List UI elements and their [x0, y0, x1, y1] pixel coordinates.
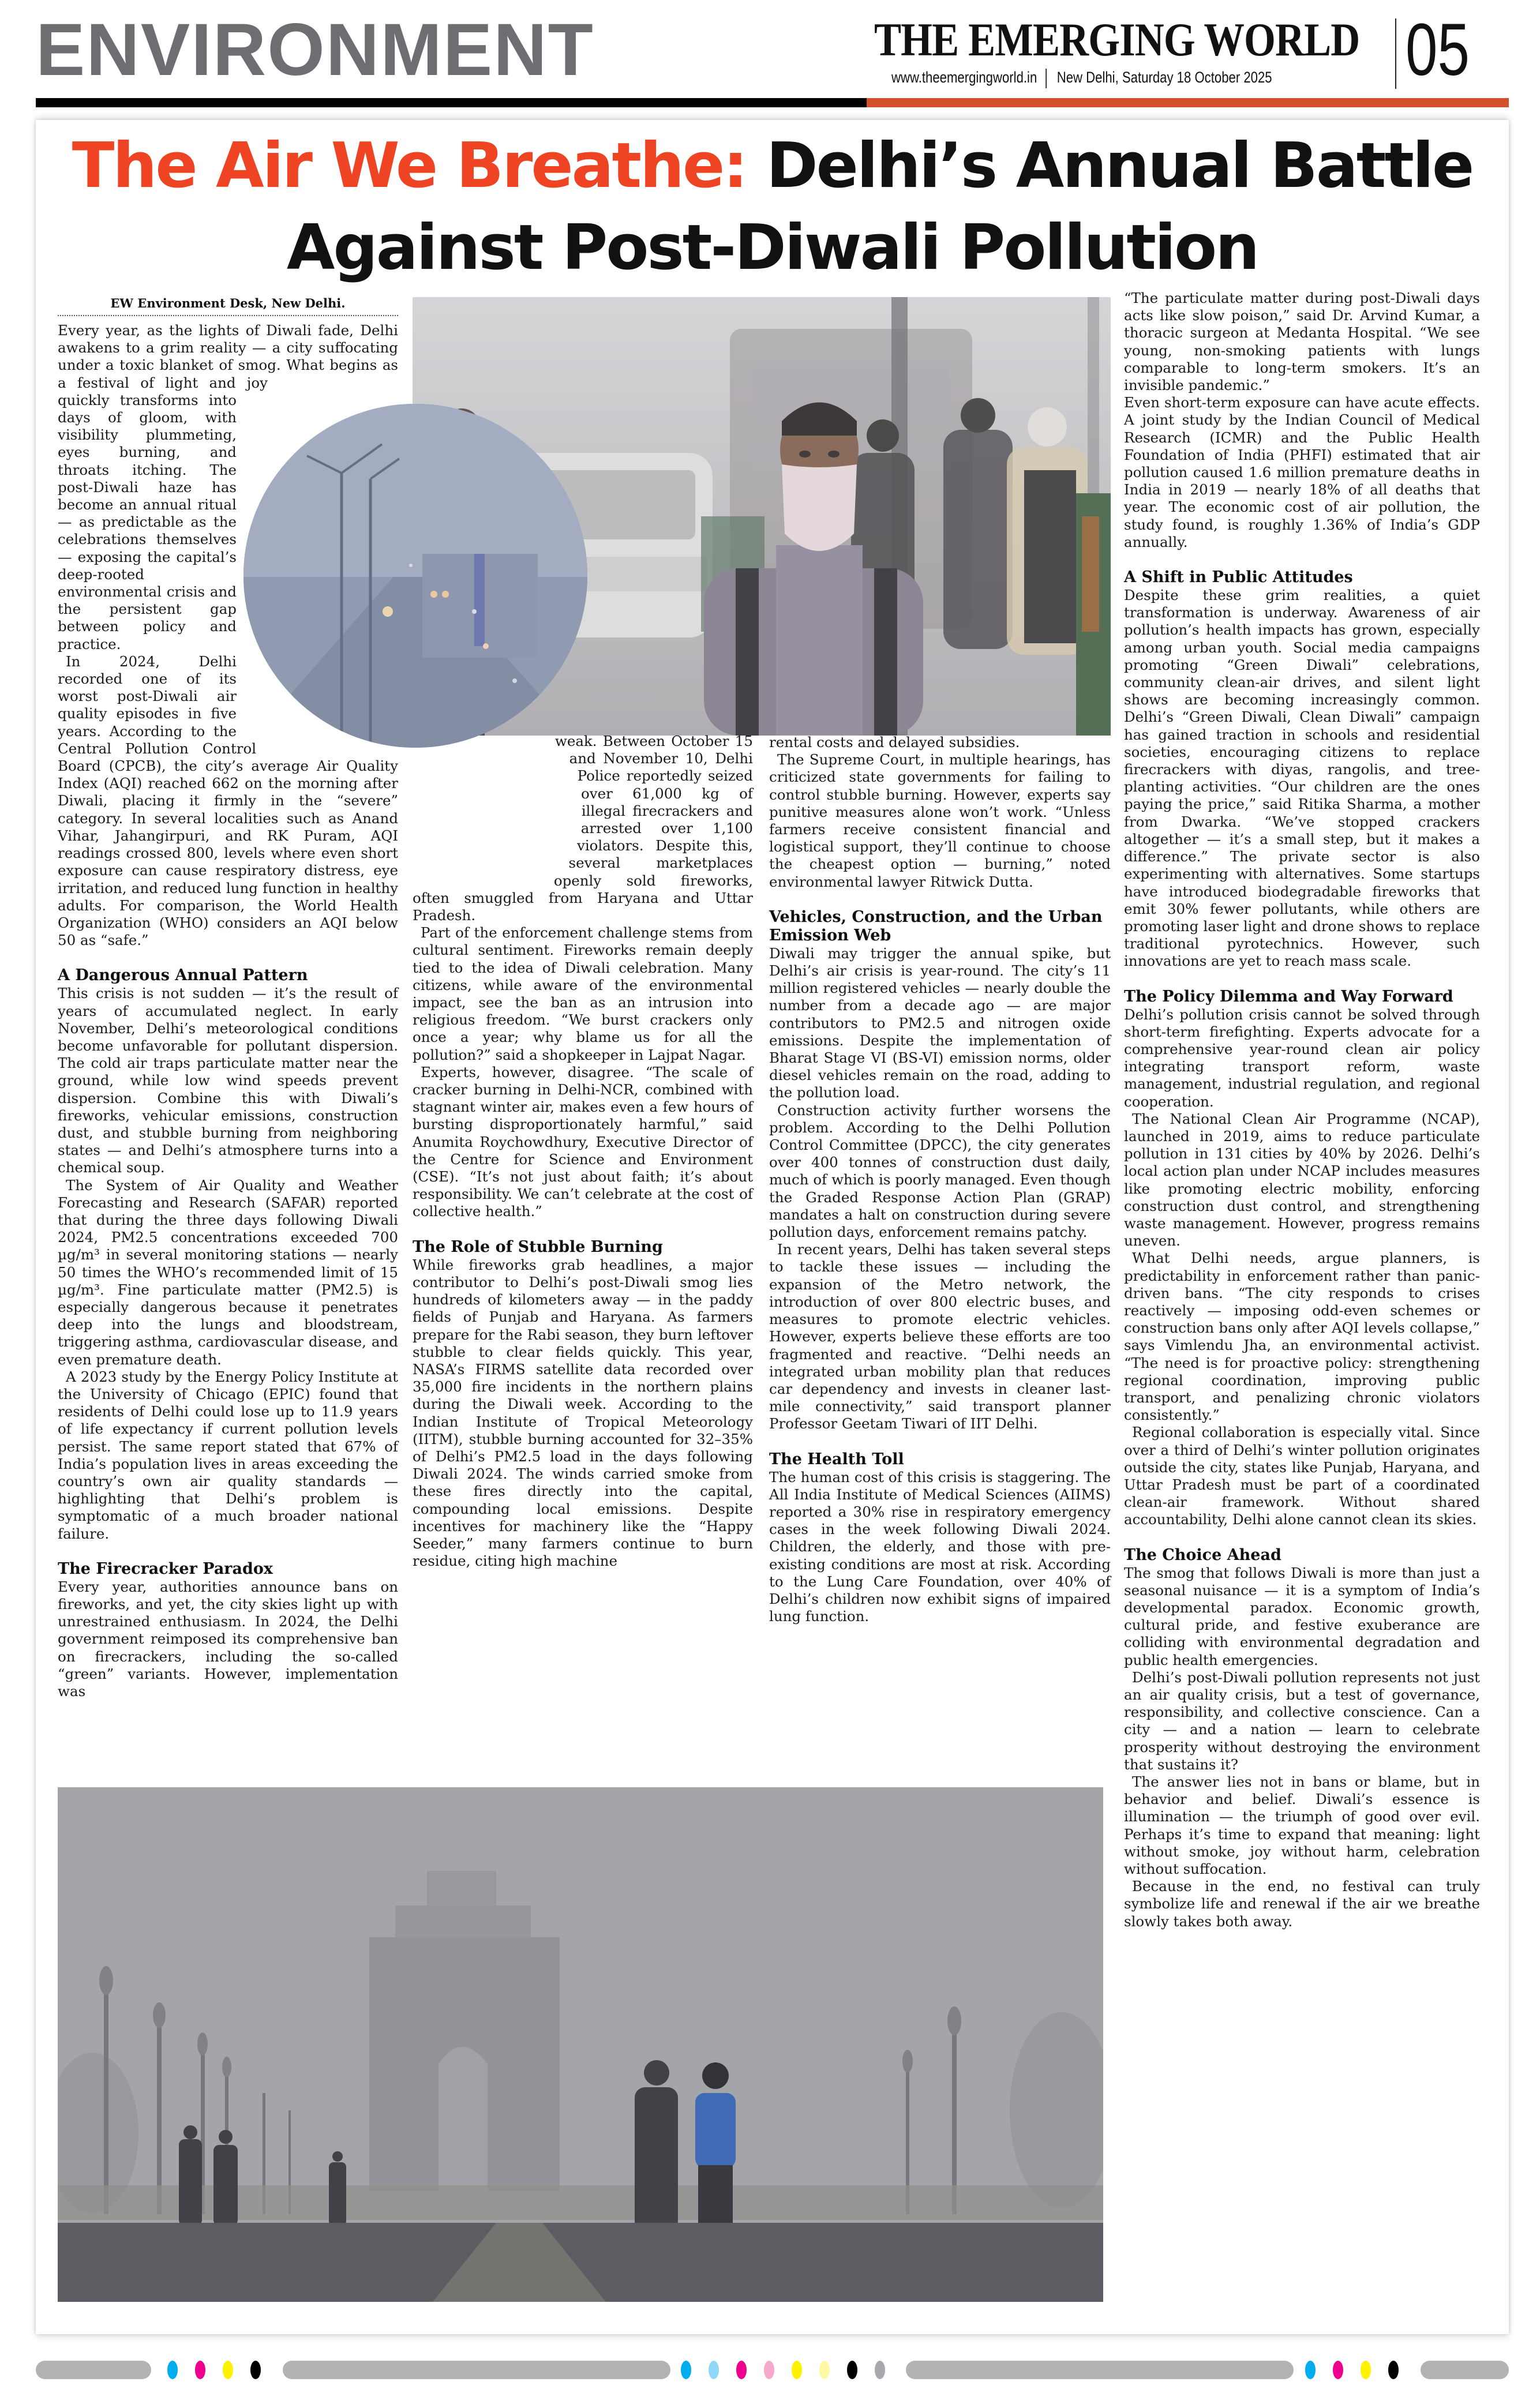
registration-black-dot — [847, 2361, 857, 2379]
paragraph: “The particulate matter during post-Diwali days acts like slow poison,” said Dr. Arvind Kumar, a thoracic surgeon at Medanta Hospital. “We see young, non-smoking patients with lungs comparable to long-term smokers. It’s an invisible pandemic.” — [1124, 290, 1480, 394]
paragraph: Because in the end, no festival can truly symbolize life and renewal if the air we breathe slowly takes both away. — [1124, 1878, 1480, 1930]
registration-gray-segment — [906, 2361, 1294, 2379]
paragraph: The National Clean Air Programme (NCAP), launched in 2019, aims to reduce particulate pollution in 131 cities by 40% by 2026. Delhi’s local action plan under NCAP includes measures like promoting electric mobility, enforcing construction dust control, and strengthening waste management. However, progress remains uneven. — [1124, 1110, 1480, 1250]
paragraph: Delhi’s pollution crisis cannot be solved through short-term firefighting. Experts advocate for a comprehensive year-round clean air policy integrating transport reform, waste management, industrial regulation, and regional cooperation. — [1124, 1006, 1480, 1110]
circle-photo-wrap-spacer — [239, 542, 586, 888]
paragraph: The smog that follows Diwali is more than just a seasonal nuisance — it is a symptom of India’s developmental paradox. Economic growth, cultural pride, and festive exuberance are colliding with environmental degradation and public health emergencies. — [1124, 1564, 1480, 1668]
article-column-2 — [413, 733, 753, 1570]
registration-black-dot — [1388, 2361, 1399, 2379]
registration-cyan-dot — [167, 2361, 178, 2379]
section-heading: The Health Toll — [769, 1450, 904, 1468]
paragraph: Delhi’s post-Diwali pollution represents not just an air quality crisis, but a test of governance, responsibility, and collective conscience. Can a city — and a nation — learn to celebrate prosperity without destroying the environment that sustains it? — [1124, 1668, 1480, 1773]
paragraph: Every year, as the lights of Diwali fade, Delhi awakens to a grim reality — a city suffocating under a toxic blanket of smog. What begins as a festival of light and joy quickly transforms into days of gloom, with visibility plummeting, eyes burning, and throats itching. The post-Diwali haze has become an annual ritual — as predictable as the celebrations themselves — exposing the capital’s deep-rooted environmental crisis and the persistent gap between policy and practice. — [58, 322, 398, 652]
registration-gray-segment — [283, 2361, 670, 2379]
registration-light-magenta-dot — [764, 2361, 774, 2379]
registration-gray-segment — [36, 2361, 151, 2379]
paragraph: In recent years, Delhi has taken several steps to tackle these issues — including the expansion of the Metro network, the introduction of over 800 electric buses, and measures to promote electric vehicles. However, experts believe these efforts are too fragmented and reactive. “Delhi needs an integrated urban mobility plan that reduces car dependency and invests in cleaner last-mile connectivity,” said transport planner Professor Geetam Tiwari of IIT Delhi. — [769, 1241, 1111, 1432]
page-number: 05 — [1406, 9, 1470, 91]
registration-magenta-dot — [736, 2361, 747, 2379]
website-link[interactable]: www.theemergingworld.in — [891, 69, 1037, 86]
section-heading: A Shift in Public Attitudes — [1124, 568, 1353, 587]
registration-yellow-dot — [223, 2361, 233, 2379]
paragraph: The System of Air Quality and Weather Forecasting and Research (SAFAR) reported that during the three days following Diwali 2024, PM2.5 concentrations exceeded 700 µg/m³ in several monitoring stations — nearly 50 times the WHO’s recommended limit of 15 µg/m³. Fine particulate matter (PM2.5) is especially dangerous because it penetrates deep into the lungs and bloodstream, triggering asthma, cardiovascular disease, and even premature death. — [58, 1176, 398, 1368]
section-heading: The Firecracker Paradox — [58, 1559, 273, 1578]
headline-accent: The Air We Breathe: — [72, 130, 747, 202]
paragraph: The Supreme Court, in multiple hearings, has criticized state governments for failing to control stubble burning. However, experts say punitive measures alone won’t work. “Unless farmers receive consistent financial and logistical support, they’ll continue to choose the cheapest option — burning,” noted environmental lawyer Ritwick Dutta. — [769, 751, 1111, 890]
registration-yellow-dot — [1361, 2361, 1371, 2379]
paragraph: Diwali may trigger the annual spike, but Delhi’s air crisis is year-round. The city’s 11 million registered vehicles — nearly double the number from a decade ago — are major contributors to PM2.5 and nitrogen oxide emissions. Despite the implementation of Bharat Stage VI (BS-VI) emission norms, older diesel vehicles remain on the road, adding to the pollution load. — [769, 944, 1111, 1101]
india-gate-smog-illustration — [58, 1787, 1103, 2302]
registration-cyan-dot — [681, 2361, 691, 2379]
paragraph: The answer lies not in bans or blame, but in behavior and belief. Diwali’s essence is illumination — the triumph of good over evil. Perhaps it’s time to expand that meaning: light without smoke, joy without harm, celebration without suffocation. — [1124, 1773, 1480, 1878]
article-column-3 — [769, 734, 1111, 1625]
paragraph: Even short-term exposure can have acute effects. A joint study by the Indian Council of Medical Research (ICMR) and the Public Health Foundation of India (PHFI) estimated that air pollution caused 1.6 million premature deaths in India in 2019 — nearly 18% of all deaths that year. The economic cost of air pollution, the study found, is roughly 1.36% of India’s GDP annually. — [1124, 394, 1480, 550]
paragraph: weak. Between October 15 and November 10, Delhi Police reportedly seized over 61,000 kg of illegal firecrackers and arrested over 1,100 violators. Despite this, several marketplaces openly sold fireworks, often smuggled from Haryana and Uttar Pradesh. — [413, 733, 753, 924]
registration-light-cyan-dot — [709, 2361, 719, 2379]
section-heading: A Dangerous Annual Pattern — [58, 966, 308, 985]
paragraph: Regional collaboration is especially vital. Since over a third of Delhi’s winter pollution originates outside the city, states like Punjab, Haryana, and Uttar Pradesh must be part of a coordinated clean-air framework. Without shared accountability, Delhi alone cannot clean its skies. — [1124, 1424, 1480, 1528]
headline-line-1 — [36, 132, 1509, 201]
paragraph: Experts, however, disagree. “The scale of cracker burning in Delhi-NCR, combined with stagnant winter air, makes even a few hours of bursting disproportionately harmful,” said Anumita Roychowdhury, Executive Director of the Centre for Science and Environment (CSE). “It’s not just about faith; it’s about responsibility. We can’t celebrate at the cost of collective health.” — [413, 1063, 753, 1220]
print-registration-bar — [36, 2361, 1509, 2379]
registration-magenta-dot — [1333, 2361, 1343, 2379]
dateline: New Delhi, Saturday 18 October 2025 — [1056, 69, 1272, 86]
headline-line-2: Against Post-Diwali Pollution — [286, 212, 1258, 284]
section-heading: The Choice Ahead — [1124, 1546, 1281, 1564]
paragraph: This crisis is not sudden — it’s the result of years of accumulated neglect. In early November, Delhi’s meteorological conditions become unfavorable for pollutant dispersion. The cold air traps particulate matter near the ground, while low wind speeds prevent dispersion. Combine this with Diwali’s fireworks, vehicular emissions, construction dust, and stubble burning from neighboring states — and Delhi’s atmosphere turns into a chemical soup. — [58, 985, 398, 1176]
registration-cyan-dot — [1305, 2361, 1316, 2379]
registration-magenta-dot — [195, 2361, 205, 2379]
paragraph: While fireworks grab headlines, a major contributor to Delhi’s post-Diwali smog lies hundreds of kilometers away — in the paddy fields of Punjab and Haryana. As farmers prepare for the Rabi season, they burn leftover stubble to clear fields quickly. This year, NASA’s FIRMS satellite data recorded over 35,000 fire incidents in the northern plains during the Diwali week. According to the Indian Institute of Tropical Meteorology (IITM), stubble burning accounted for 32–35% of Delhi’s PM2.5 load in the days following Diwali 2024. The winds carried smoke from these fires directly into the capital, compounding local emissions. Despite incentives for machinery like the “Happy Seeder,” many farmers continue to burn residue, citing high machine — [413, 1256, 753, 1570]
section-heading: Vehicles, Construction, and the Urban Emission Web — [769, 907, 1103, 944]
registration-gray-dot — [875, 2361, 885, 2379]
page-number-divider — [1395, 18, 1396, 89]
meta-divider — [1045, 69, 1047, 88]
header-rule-black — [36, 98, 867, 107]
registration-light-yellow-dot — [819, 2361, 830, 2379]
article-column-4 — [1124, 290, 1480, 1930]
paragraph: Every year, authorities announce bans on fireworks, and yet, the city skies light up with unrestrained enthusiasm. In 2024, the Delhi government reimposed its comprehensive ban on firecrackers, including the so-called “green” variants. However, implementation was — [58, 1578, 398, 1700]
paragraph: Construction activity further worsens the problem. According to the Delhi Pollution Control Committee (DPCC), the city generates over 400 tonnes of construction dust daily, much of which is poorly managed. Even though the Graded Response Action Plan (GRAP) mandates a halt on construction during severe pollution days, enforcement remains patchy. — [769, 1101, 1111, 1241]
section-heading: The Role of Stubble Burning — [413, 1237, 663, 1256]
registration-yellow-dot — [792, 2361, 802, 2379]
headline-main: Delhi’s Annual Battle — [766, 130, 1473, 202]
section-heading: The Policy Dilemma and Way Forward — [1124, 987, 1453, 1006]
paragraph: In 2024, Delhi recorded one of its worst post-Diwali air quality episodes in five years. According to the Central Pollution Control Board (CPCB), the city’s average Air Quality Index (AQI) reached 662 on the morning after Diwali, placing it firmly in the “severe” category. In several localities such as Anand Vihar, Jahangirpuri, and RK Puram, AQI readings crossed 800, levels where even short exposure can cause respiratory distress, eye irritation, and reduced lung function in healthy adults. For comparison, the World Health Organization (WHO) considers an AQI below 50 as “safe.” — [58, 652, 398, 949]
paragraph: The human cost of this crisis is staggering. The All India Institute of Medical Sciences (AIIMS) reported a 30% rise in respiratory emergency cases in the week following Diwali 2024. Children, the elderly, and those with pre-existing conditions are most at risk. According to the Lung Care Foundation, over 40% of Delhi’s children now exhibit signs of impaired lung function. — [769, 1468, 1111, 1625]
registration-gray-segment — [1421, 2361, 1509, 2379]
section-label: ENVIRONMENT — [36, 9, 594, 91]
paragraph: A 2023 study by the Energy Policy Institute at the University of Chicago (EPIC) found that residents of Delhi could lose up to 11.9 years of life expectancy if current pollution levels persist. The same report stated that 67% of India’s population lives in areas exceeding the country’s own air quality standards — highlighting that Delhi’s problem is symptomatic of a much broader national failure. — [58, 1368, 398, 1542]
header-rule-orange — [867, 98, 1509, 107]
bottom-photo — [58, 1787, 1103, 2302]
byline-divider — [58, 315, 398, 316]
paragraph: Despite these grim realities, a quiet transformation is underway. Awareness of air pollution’s health impacts has grown, especially among urban youth. Social media campaigns promoting “Green Diwali” celebrations, community clean-air drives, and silent light shows are becoming increasingly common. Delhi’s “Green Diwali, Clean Diwali” campaign has gained traction in schools and residential societies, encouraging citizens to replace firecrackers with diyas, rangolis, and tree-planting activities. “Our children are the ones paying the price,” said Ritika Sharma, a mother from Dwarka. “We’ve stopped crackers altogether — it’s a small step, but it makes a difference.” The private sector is also experimenting with alternatives. Some startups have introduced biodegradable fireworks that emit 30% fewer pollutants, while others are promoting laser light and drone shows to replace traditional pyrotechnics. However, such innovations are yet to reach mass scale. — [1124, 587, 1480, 970]
masthead-title: THE EMERGING WORLD — [874, 13, 1360, 66]
paragraph: rental costs and delayed subsidies. — [769, 734, 1020, 751]
paragraph: Part of the enforcement challenge stems from cultural sentiment. Fireworks remain deeply tied to the idea of Diwali celebration. Many citizens, while aware of the environmental impact, see the ban as an intrusion into religious freedom. “We burst crackers only once a year; why blame us for all the pollution?” said a shopkeeper in Lajpat Nagar. — [413, 924, 753, 1063]
paragraph: What Delhi needs, argue planners, is predictability in enforcement rather than panic-driven bans. “The city responds to crises reactively — imposing odd-even schemes or construction bans only after AQI levels collapse,” says Vimlendu Jha, an environmental activist. “The need is for proactive policy: strengthening regional coordination, improving public transport, and penalizing chronic violators consistently.” — [1124, 1250, 1480, 1424]
registration-black-dot — [250, 2361, 261, 2379]
article-column-1 — [58, 322, 398, 1700]
masthead-meta — [891, 68, 1272, 88]
byline: EW Environment Desk, New Delhi. — [110, 296, 346, 310]
